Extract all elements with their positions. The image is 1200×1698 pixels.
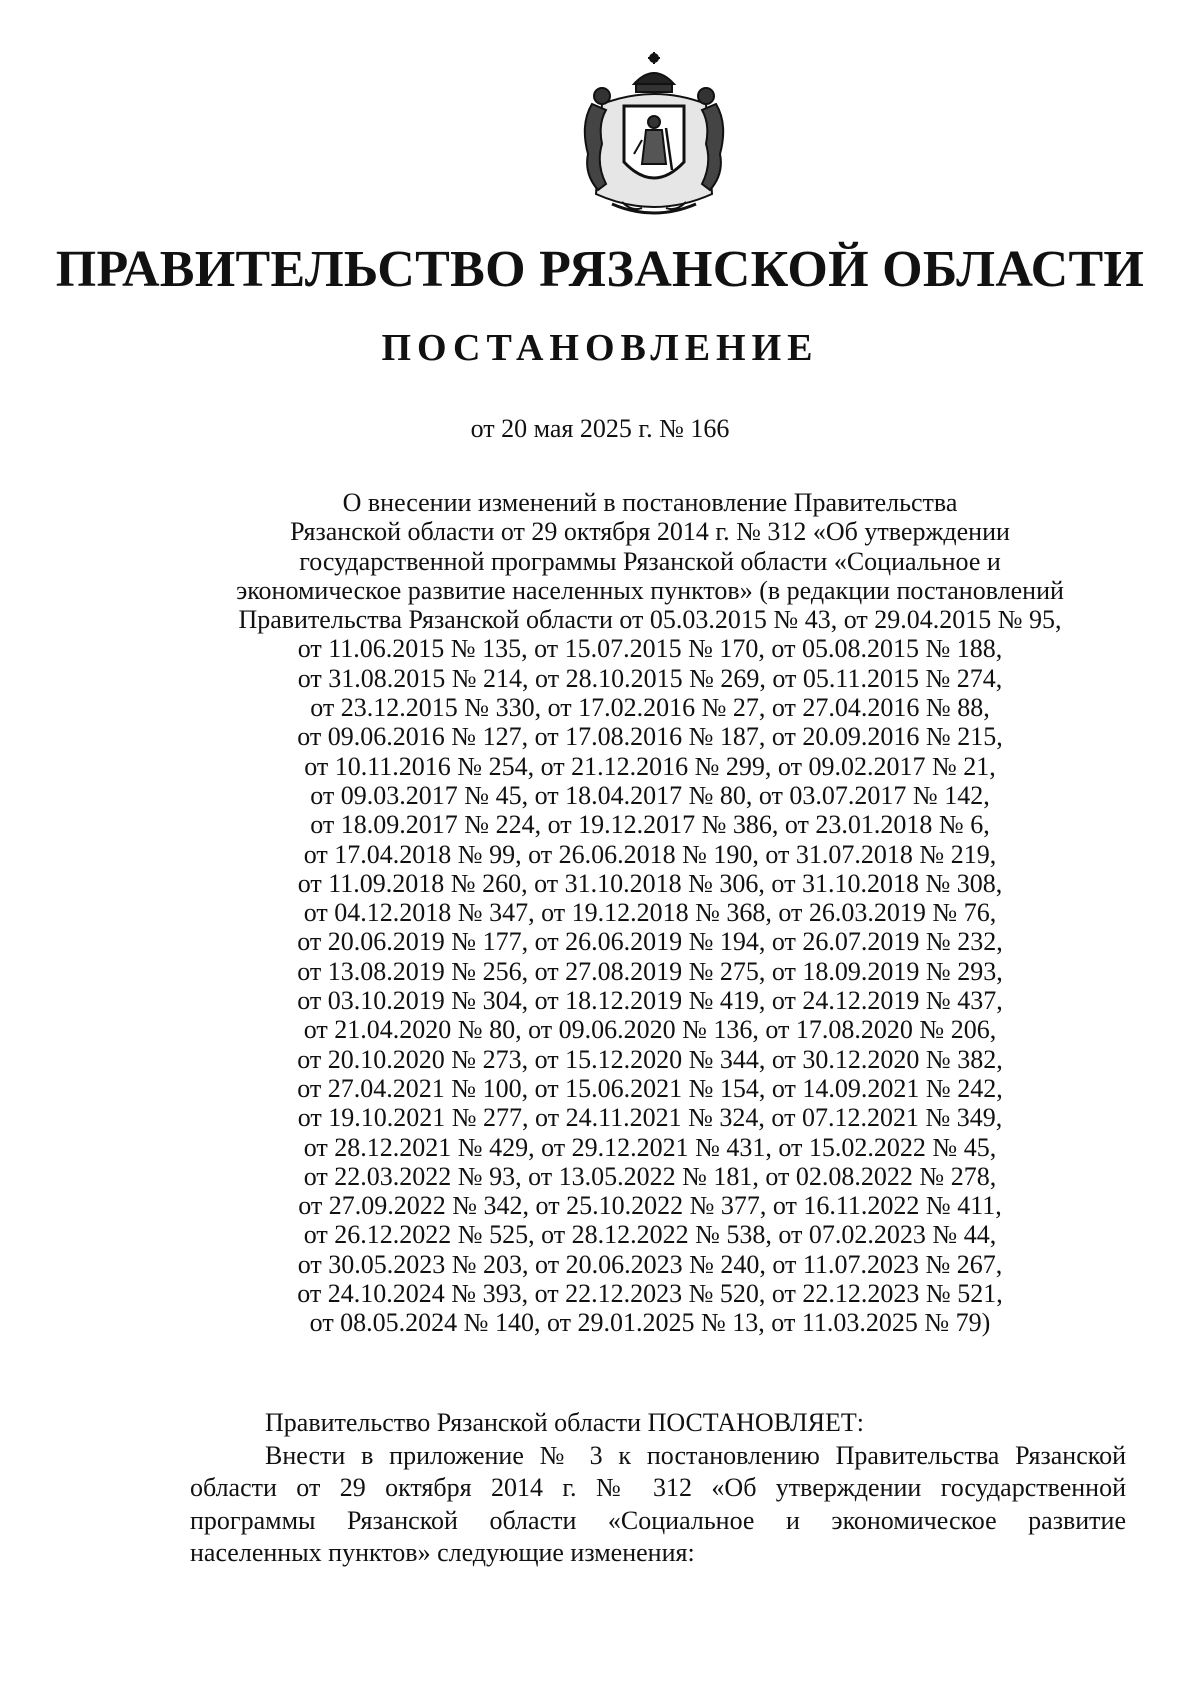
paragraph-line: программы Рязанской области «Социальное и экономическое развитие — [190, 1505, 1126, 1535]
subject-line: от 24.10.2024 № 393, от 22.12.2023 № 520, от 22.12.2023 № 521, — [297, 1279, 1003, 1309]
subject-line: от 03.10.2019 № 304, от 18.12.2019 № 419, от 24.12.2019 № 437, — [297, 986, 1003, 1016]
document-date-number: от 20 мая 2025 г. № 166 — [470, 414, 730, 443]
subject-line: от 17.04.2018 № 99, от 26.06.2018 № 190, от 31.07.2018 № 219, — [303, 839, 997, 869]
subject-line: от 21.04.2020 № 80, от 09.06.2020 № 136, от 17.08.2020 № 206, — [303, 1015, 997, 1045]
paragraph-line: Внести в приложение № 3 к постановлению Правительства Рязанской — [265, 1440, 1126, 1470]
paragraph-line: населенных пунктов» следующие изменения: — [190, 1538, 695, 1567]
subject-line: от 09.06.2016 № 127, от 17.08.2016 № 187, от 20.09.2016 № 215, — [297, 722, 1003, 752]
document-subject — [180, 488, 1120, 1338]
subject-line: от 04.12.2018 № 347, от 19.12.2018 № 368, от 26.03.2019 № 76, — [303, 898, 997, 928]
subject-line: от 27.04.2021 № 100, от 15.06.2021 № 154, от 14.09.2021 № 242, — [297, 1073, 1003, 1103]
subject-line: от 22.03.2022 № 93, от 13.05.2022 № 181, от 02.08.2022 № 278, — [303, 1161, 997, 1191]
subject-line: от 20.10.2020 № 273, от 15.12.2020 № 344, от 30.12.2020 № 382, — [297, 1044, 1003, 1074]
subject-line: от 26.12.2022 № 525, от 28.12.2022 № 538, от 07.02.2023 № 44, — [303, 1220, 997, 1250]
decree-line: Правительство Рязанской области ПОСТАНОВЛЯЕТ: — [265, 1408, 865, 1437]
paragraph-line: области от 29 октября 2014 г. № 312 «Об утверждении государственной — [190, 1473, 1126, 1502]
subject-line: от 13.08.2019 № 256, от 27.08.2019 № 275, от 18.09.2019 № 293, — [297, 956, 1003, 986]
subject-line: от 19.10.2021 № 277, от 24.11.2021 № 324, от 07.12.2021 № 349, — [297, 1103, 1003, 1133]
subject-line: от 23.12.2015 № 330, от 17.02.2016 № 27, от 27.04.2016 № 88, — [310, 693, 990, 723]
subject-line: от 11.09.2018 № 260, от 31.10.2018 № 306, от 31.10.2018 № 308, — [297, 868, 1003, 898]
subject-line: от 27.09.2022 № 342, от 25.10.2022 № 377, от 16.11.2022 № 411, — [298, 1191, 1002, 1221]
subject-line: от 08.05.2024 № 140, от 29.01.2025 № 13, от 11.03.2025 № 79) — [309, 1308, 991, 1338]
subject-line: от 20.06.2019 № 177, от 26.06.2019 № 194, от 26.07.2019 № 232, — [297, 927, 1003, 957]
document-body — [190, 1407, 1126, 1570]
subject-line: от 11.06.2015 № 135, от 15.07.2015 № 170, от 05.08.2015 № 188, — [297, 634, 1003, 664]
subject-line: от 30.05.2023 № 203, от 20.06.2023 № 240, от 11.07.2023 № 267, — [297, 1249, 1003, 1279]
subject-line: от 10.11.2016 № 254, от 21.12.2016 № 299, от 09.02.2017 № 21, — [304, 751, 996, 781]
subject-line: Правительства Рязанской области от 05.03.2015 № 43, от 29.04.2015 № 95, — [238, 605, 1062, 635]
subject-line: государственной программы Рязанской области «Социальное и — [299, 546, 1001, 576]
subject-line: от 28.12.2021 № 429, от 29.12.2021 № 431, от 15.02.2022 № 45, — [303, 1132, 997, 1162]
subject-line: Рязанской области от 29 октября 2014 г. № 312 «Об утверждении — [290, 517, 1010, 547]
subject-line: О внесении изменений в постановление Правительства — [342, 488, 958, 517]
subject-line: от 09.03.2017 № 45, от 18.04.2017 № 80, от 03.07.2017 № 142, — [310, 780, 990, 810]
subject-line: экономическое развитие населенных пунктов» (в редакции постановлений — [236, 575, 1064, 605]
subject-line: от 18.09.2017 № 224, от 19.12.2017 № 386, от 23.01.2018 № 6, — [310, 810, 990, 840]
document-type-heading: ПОСТАНОВЛЕНИЕ — [381, 327, 819, 369]
coat-of-arms-icon — [562, 44, 746, 228]
subject-line: от 31.08.2015 № 214, от 28.10.2015 № 269, от 05.11.2015 № 274, — [297, 663, 1003, 693]
organization-title: ПРАВИТЕЛЬСТВО РЯЗАНСКОЙ ОБЛАСТИ — [55, 241, 1145, 298]
